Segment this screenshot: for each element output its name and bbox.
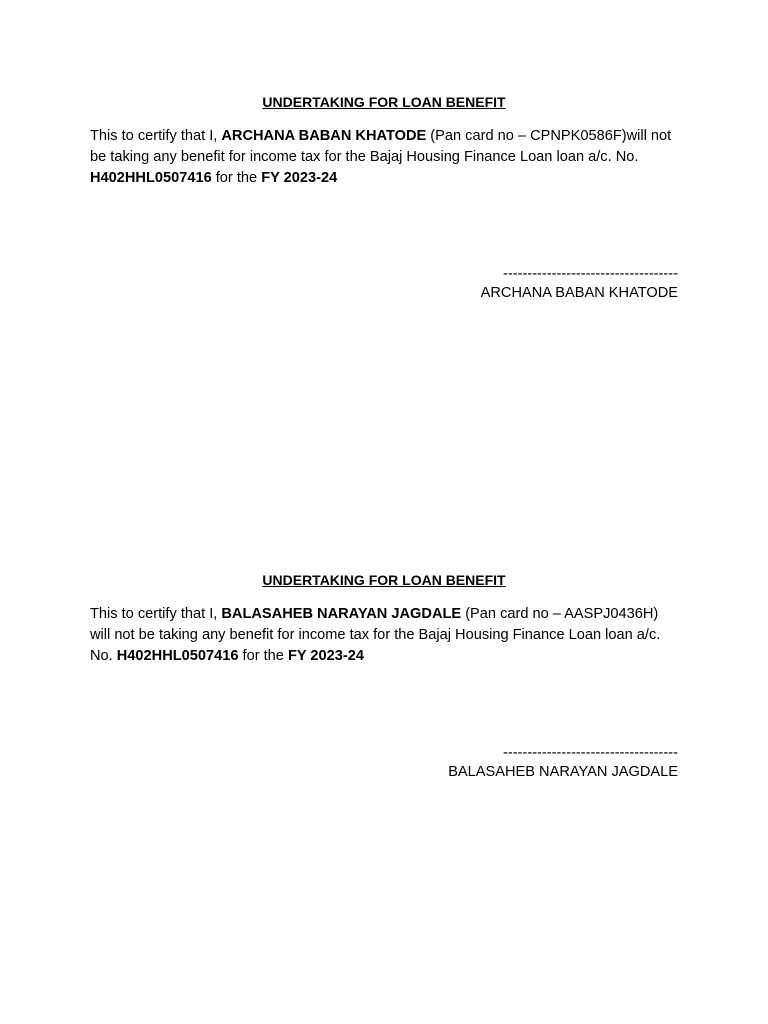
financial-year: FY 2023-24	[287, 648, 364, 664]
loan-account-number: H402HHL0507416	[116, 648, 239, 664]
undertaking-section-1	[90, 93, 678, 301]
signatory-name: BALASAHEB NARAYAN JAGDALE	[448, 764, 678, 780]
undertaking-statement	[90, 126, 678, 189]
for-the-text: for the	[238, 648, 288, 664]
pan-and-loan-text: (Pan card no – CPNPK0586F)will not be taking any benefit for income tax for the Bajaj Housing Finance Loan loan a/c. No.	[90, 128, 672, 165]
signature-block	[481, 265, 678, 303]
signature-line: ------------------------------------	[503, 266, 678, 282]
signature-line: ------------------------------------	[503, 745, 678, 761]
loan-account-number: H402HHL0507416	[90, 170, 212, 186]
declarant-name: BALASAHEB NARAYAN JAGDALE	[221, 606, 462, 622]
for-the-text: for the	[211, 170, 262, 186]
declarant-name: ARCHANA BABAN KHATODE	[221, 128, 427, 144]
signature-block	[448, 744, 678, 782]
signatory-name: ARCHANA BABAN KHATODE	[480, 285, 678, 301]
undertaking-statement	[90, 604, 678, 667]
statement-intro: This to certify that I,	[90, 606, 222, 622]
undertaking-title: UNDERTAKING FOR LOAN BENEFIT	[262, 94, 506, 110]
financial-year: FY 2023-24	[261, 170, 338, 186]
undertaking-section-2	[90, 571, 678, 780]
undertaking-title: UNDERTAKING FOR LOAN BENEFIT	[262, 572, 506, 588]
statement-intro: This to certify that I,	[90, 128, 222, 144]
pan-and-loan-text: (Pan card no – AASPJ0436H) will not be taking any benefit for income tax for the Bajaj Housing Finance Loan loan a/c. No.	[90, 606, 661, 664]
